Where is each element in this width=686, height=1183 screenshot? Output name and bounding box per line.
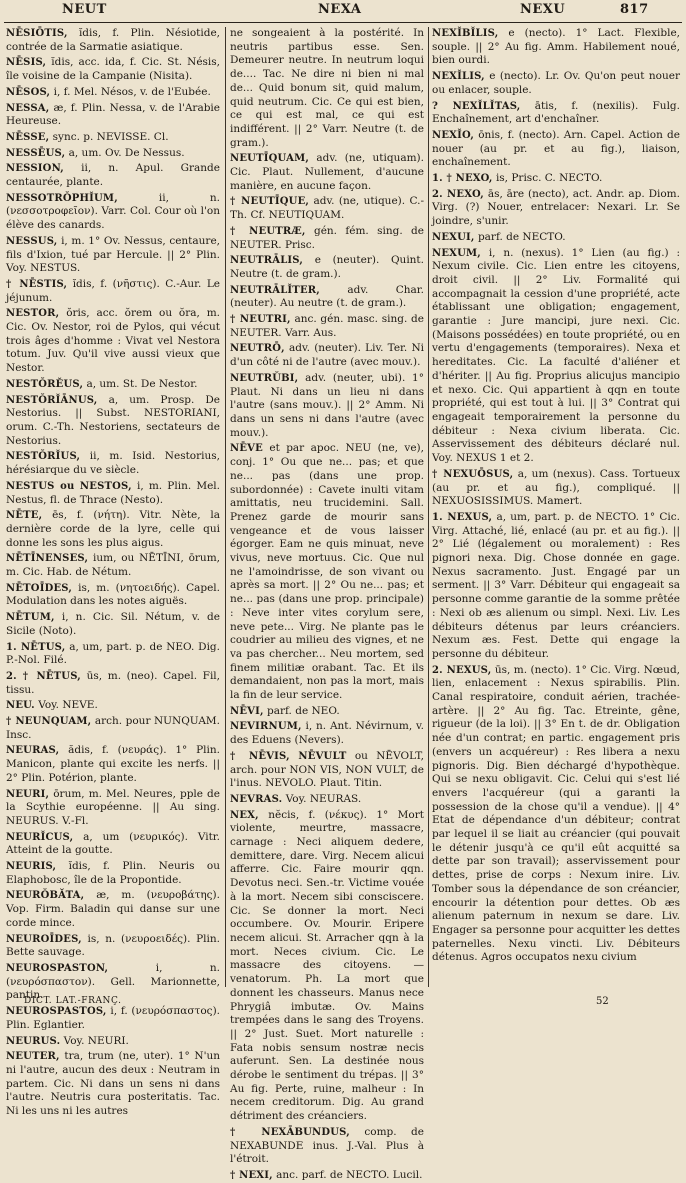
dictionary-entry bbox=[432, 468, 680, 509]
entry-definition: ĭdis, f. Plin. Nésiotide, contrée de la Sarmatie asiatique. bbox=[6, 27, 221, 53]
entry-definition: a, um (nexus). Cass. Tortueux (au pr. et au fig.), compliqué. || NEXUOSISSIMUS. Mamert. bbox=[432, 467, 680, 508]
entry-headword: NĒSIS, bbox=[6, 57, 47, 69]
entry-definition: nĕcis, f. (νέκυς). 1° Mort violente, meurtre, massacre, carnage : Neci aliquem dedere, demittere, dare. Virg. Necem alicui afferre. Cic. Faire mourir qqn. Devotus neci. Sen.-tr. Victime vouée à la mort. Necem sibi consciscere. Cic. Se donner la mort. Neci occumbere. Ov. Mourir. Eripere necem alicui. St. Arracher qqn à la mort. Neces civium. Cic. Le massacre des citoyens. — venatorum. Ph. La mort que donnent les chasseurs. Manus nece Phrygiâ imbutæ. Ov. Mains trempées dans le sang des Troyens. || 2° Just. Suet. Mort naturelle : Fata nobis sensum nostræ necis auferunt. Sen. La destinée nous dérobe le sentiment du trépas. || 3° Au fig. Perte, ruine, malheur : In necem creditorum. Dig. Au grand détriment des créanciers. bbox=[230, 808, 424, 1123]
column-3 bbox=[432, 27, 680, 993]
entry-headword: 2. NEXUS, bbox=[432, 664, 492, 676]
dictionary-entry bbox=[6, 509, 220, 550]
entry-definition: ii, m. Isid. Nestorius, hérésiarque du ve siècle. bbox=[6, 450, 220, 477]
entry-definition: e (neuter). Quint. Neutre (t. de gram.). bbox=[230, 254, 424, 280]
entry-definition: is, m. (νητοειδής). Capel. Modulation dans les notes aiguës. bbox=[6, 581, 221, 608]
entry-definition: ātis, f. (nexilis). Fulg. Enchaînement, art d'enchaîner. bbox=[432, 99, 680, 126]
dictionary-entry bbox=[230, 442, 424, 702]
entry-headword: NEXĬLIS, bbox=[432, 71, 485, 83]
entry-definition: adv. (ne, utique). C.-Th. Cf. NEUTIQUAM. bbox=[230, 195, 425, 222]
dictionary-entry bbox=[6, 933, 220, 960]
dictionary-entry bbox=[230, 225, 424, 252]
entry-definition: e (necto). 1° Lact. Flexible, souple. || 2° Au fig. Amm. Habilement noué, bien ourdi. bbox=[432, 27, 680, 67]
entry-headword: NEURAS, bbox=[6, 745, 60, 757]
entry-definition: sync. p. NEVISSE. Cl. bbox=[52, 130, 169, 143]
entry-headword: 1. † NEXO, bbox=[432, 173, 493, 185]
dictionary-entry bbox=[6, 235, 220, 276]
entry-headword: NESSĒUS, bbox=[6, 147, 66, 159]
dictionary-entry bbox=[6, 147, 220, 161]
entry-definition: adv. Char. (neuter). Au neutre (t. de gram.). bbox=[230, 283, 425, 310]
dictionary-entry bbox=[6, 552, 220, 579]
entry-definition: ii, n. (νεσσοτροφεῖον). Varr. Col. Cour où l'on élève des canards. bbox=[6, 191, 220, 232]
entry-definition: ădis, f. (νευράς). 1° Plin. Manicon, plante qui excite les nerfs. || 2° Plin. Potérion, plante. bbox=[6, 744, 220, 784]
entry-headword: † NEUTRI, bbox=[230, 314, 291, 326]
dictionary-entry bbox=[432, 231, 680, 245]
entry-headword: † NĒSTIS, bbox=[6, 278, 68, 290]
dictionary-entry bbox=[432, 188, 680, 229]
entry-headword: NĒSSE, bbox=[6, 131, 50, 143]
entry-definition: ōrum, m. Mel. Neures, pple de la Scythie européenne. || Au sing. NEURUS. V.-Fl. bbox=[6, 787, 220, 827]
entry-definition: a, um. St. De Nestor. bbox=[86, 377, 198, 390]
entry-headword: NEXUM, bbox=[432, 247, 481, 259]
dictionary-entry bbox=[6, 715, 220, 742]
dictionary-entry bbox=[230, 793, 424, 807]
entry-headword: NEXUI, bbox=[432, 231, 475, 243]
dictionary-entry bbox=[230, 372, 424, 441]
entry-definition: ŏris, acc. ŏrem ou ŏra, m. Cic. Ov. Nestor, roi de Pylos, qui vécut trois âges d'homme : Vivat vel Nestora totum. Juv. Qu'il vive aussi vieux que Nestor. bbox=[6, 307, 220, 375]
dictionary-entry bbox=[230, 750, 424, 791]
entry-headword: 2. † NĒTUS, bbox=[6, 670, 81, 682]
entry-definition: ou NĒVOLT, arch. pour NON VIS, NON VULT, de l'inus. NEVOLO. Plaut. Titin. bbox=[230, 749, 425, 790]
entry-headword: † NEUNQUAM, bbox=[6, 716, 92, 728]
dictionary-entry bbox=[230, 27, 424, 150]
dictionary-entry bbox=[6, 394, 220, 449]
entry-definition: ūs, m. (necto). 1° Cic. Virg. Nœud, lien, enlacement : Nexus spirabilis. Plin. Canal respiratoire, conduit aérien, trachée-artère. || 2° Au fig. Tac. Etreinte, gêne, rigueur (de la loi). || 3° En t. de dr. Obligation née d'un contrat; en partic. engagement pris (envers un acquéreur) : Res libera a nexu pignoris. Dig. Bien déchargé d'hypothèque. Qui se nexu obligavit. Cic. Celui qui s'est lié envers l'acquéreur (qui a garanti la possession de la chose qu'il a vendue). || 4° Etat de dépendance d'un débiteur; contrat par lequel il se liait au créancier (qui pouvait le détenir jusqu'à ce qu'il eût acquitté sa dette par son travail); asservissement pour dettes, prise de corps : Nexum inire. Liv. Tomber sous la dépendance de son créancier, encourir la détention pour dettes. Ob æs alienum paternum in nexum se dare. Liv. Engager sa personne pour acquitter les dettes paternelles. Nexu vincti. Liv. Débiteurs détenus. Agros occupatos nexu civium bbox=[432, 663, 680, 964]
entry-headword: NEURI, bbox=[6, 788, 50, 800]
entry-definition: ēs, f. (νήτη). Vitr. Nète, la dernière corde de la lyre, celle qui donne les sons les plus aigus. bbox=[6, 509, 220, 549]
column-divider-2 bbox=[428, 27, 429, 987]
entry-headword: NEUTRŌ, bbox=[230, 343, 285, 355]
dictionary-entry bbox=[230, 254, 424, 281]
header-right-guide-word: NEXU bbox=[520, 2, 566, 17]
entry-headword: NEVIRNUM, bbox=[230, 721, 302, 733]
entry-definition: ās, āre (necto), act. Andr. ap. Diom. Virg. (?) Nouer, entrelacer: Nexari. Lr. Se joindre, s'unir. bbox=[432, 187, 680, 228]
entry-definition: ĭdis, f. Plin. Neuris ou Elaphobosc, île de la Propontide. bbox=[6, 860, 220, 886]
entry-headword: NĒSOS, bbox=[6, 86, 51, 98]
entry-definition: anc. parf. de NECTO. Lucil. bbox=[276, 1168, 423, 1181]
dictionary-entry bbox=[230, 705, 424, 719]
entry-headword: NEURŎBĂTA, bbox=[6, 890, 85, 902]
entry-definition: et par apoc. NEU (ne, ve), conj. 1° Ou que ne... pas; et que ne... pas (dans une prop. subordonnée) : Cavete inulti vitam amittatis, neu trucidemini. Sall. Prenez garde de mourir sans vengeance et de vous laisser égorger. Eam ne quis minuat, neve vivus, neve mortuus. Cic. Que nul ne l'amoindrisse, de son vivant ou après sa mort. || 2° Ou ne... pas; et ne... pas (dans une prop. principale) : Neve inter vites corylum sere, neve pete... Virg. Ne plante pas le coudrier au milieu des vignes, et ne va pas chercher... Neu mortem, sed finem militiæ orabant. Tac. Et ils demandaient, non pas la mort, mais la fin de leur service. bbox=[230, 442, 424, 702]
entry-headword: 1. NEXUS, bbox=[432, 511, 493, 523]
entry-definition: is, n. (νευροειδές). Plin. Bette sauvage. bbox=[6, 932, 220, 959]
entry-definition: i, n. (nexus). 1° Lien (au fig.) : Nexum civile. Cic. Lien entre les citoyens, droit civil. || 2° Liv. Formalité qui accompagnait la cession d'une propriété, acte établissant une obligation; engagement, garantie : Jure mancipi, jure nexi. Cic. (Maisons possédées) en toute propriété, ou en vertu d'engagements (temporaires). Nexa et hereditates. Cic. La faculté d'aliéner et d'hériter. || Au fig. Proprius alicujus mancipio et nexo. Cic. Qui appartient à qqn en toute propriété, qui est tout à lui. || 3° Contrat qui engageait temporairement la personne du débiteur : Nexa civium liberata. Cic. Asservissement des débiteurs déclaré nul. Voy. NEXUS 1 et 2. bbox=[432, 246, 680, 465]
dictionary-entry bbox=[230, 720, 424, 747]
entry-definition: ĭdis, f. (νῆστις). C.-Aur. Le jéjunum. bbox=[6, 277, 221, 304]
entry-headword: † NEUTRÆ, bbox=[230, 225, 306, 237]
dictionary-entry bbox=[6, 56, 220, 83]
entry-definition: i, n. Ant. Névirnum, v. des Eduens (Nevers). bbox=[230, 720, 424, 747]
entry-definition: a, um. Prosp. De Nestorius. || Subst. NESTORIANI, orum. C.-Th. Nestoriens, sectateurs de Nestorius. bbox=[6, 393, 220, 447]
entry-definition: æ, m. (νευροβάτης). Vop. Firm. Baladin qui danse sur une corde mince. bbox=[6, 889, 220, 929]
entry-headword: NĒSIŌTIS, bbox=[6, 28, 68, 39]
entry-headword: NESTOR, bbox=[6, 308, 60, 320]
dictionary-entry bbox=[6, 86, 220, 100]
dictionary-entry bbox=[432, 247, 680, 466]
entry-definition: parf. de NEO. bbox=[267, 704, 340, 717]
entry-definition: anc. gén. masc. sing. de NEUTER. Varr. Aus. bbox=[230, 313, 424, 339]
entry-definition: e (necto). Lr. Ov. Qu'on peut nouer ou enlacer, souple. bbox=[432, 70, 680, 96]
entry-headword: NEVRAS. bbox=[230, 793, 283, 805]
entry-headword: NEUTRĀLIS, bbox=[230, 255, 304, 267]
entry-definition: i, f. Mel. Nésos, v. de l'Eubée. bbox=[53, 85, 211, 98]
entry-definition: i, n. Cic. Sil. Nétum, v. de Sicile (Noto). bbox=[6, 611, 220, 637]
entry-headword: NĒTE, bbox=[6, 510, 43, 522]
dictionary-entry bbox=[432, 129, 680, 170]
entry-definition: ĭdis, acc. ida, f. Cic. St. Nésis, île voisine de la Campanie (Nisita). bbox=[6, 56, 220, 83]
entry-headword: NESTŎRĬĀNUS, bbox=[6, 394, 98, 406]
entry-headword: NEXĬBĬLIS, bbox=[432, 28, 499, 39]
entry-headword: † NĒVIS, NĒVULT bbox=[230, 750, 347, 762]
entry-headword: NEUTRŬBI, bbox=[230, 372, 299, 384]
dictionary-entry bbox=[6, 611, 220, 638]
entry-definition: adv. (ne, utiquam). Cic. Plaut. Nullement, d'aucune manière, en aucune façon. bbox=[230, 152, 424, 192]
entry-definition: i, n. (νευρόσπαστον). Gell. Marionnette, pantin. bbox=[6, 962, 220, 1002]
dictionary-entry bbox=[6, 450, 220, 477]
dictionary-entry bbox=[432, 100, 680, 127]
entry-headword: NEX, bbox=[230, 809, 259, 821]
column-2 bbox=[230, 27, 425, 1181]
entry-headword: ? NEXĬLĬTAS, bbox=[432, 100, 521, 112]
entry-headword: NESSA, bbox=[6, 102, 50, 114]
dictionary-entry bbox=[230, 284, 424, 311]
dictionary-entry bbox=[6, 278, 220, 305]
header-left-guide-word: NEUT bbox=[62, 2, 107, 17]
entry-definition: gén. fém. sing. de NEUTER. Prisc. bbox=[230, 224, 424, 251]
entry-definition: a, um, part. p. de NECTO. 1° Cic. Virg. Attaché, lié, enlacé (au pr. et au fig.). || 2° Lié (légalement ou moralement) : Res pignori nexa. Dig. Chose donnée en gage. Nexus sacramento. Just. Engagé par un serment. || 3° Varr. Débiteur qui engageait sa personne comme garantie de la somme prêtée : Nexi ob æs alienum ou simpl. Nexi. Liv. Les débiteurs détenus par leurs créanciers. Nexum æs. Fest. Dette qui engage la personne du débiteur. bbox=[432, 510, 680, 660]
dictionary-entry bbox=[6, 102, 220, 129]
dictionary-entry bbox=[432, 664, 680, 965]
entry-headword: NEUROSPASTOS, bbox=[6, 1006, 107, 1018]
header-rule bbox=[4, 22, 682, 23]
entry-definition: arch. pour NUNQUAM. Insc. bbox=[6, 715, 221, 741]
entry-definition: æ, f. Plin. Nessa, v. de l'Arabie Heureuse. bbox=[6, 101, 220, 128]
entry-headword: † NEXI, bbox=[230, 1169, 273, 1181]
column-divider-1 bbox=[225, 27, 226, 987]
entry-headword: NESSOTRŎPHĬUM, bbox=[6, 192, 118, 204]
dictionary-entry bbox=[230, 313, 424, 340]
footer-sheet-number: 52 bbox=[596, 996, 609, 1007]
dictionary-entry bbox=[6, 378, 220, 392]
dictionary-entry bbox=[6, 860, 220, 887]
dictionary-entry bbox=[6, 699, 220, 713]
entry-headword: NEUROĪDES, bbox=[6, 933, 82, 945]
entry-headword: NESSION, bbox=[6, 163, 64, 175]
entry-headword: 1. NĒTUS, bbox=[6, 641, 66, 653]
entry-headword: NESTŎRĔUS, bbox=[6, 378, 84, 390]
dictionary-entry bbox=[230, 1169, 424, 1183]
entry-definition: i, f. (νευρόσπαστος). Plin. Eglantier. bbox=[6, 1005, 220, 1031]
entry-definition: ōnis, f. (necto). Arn. Capel. Action de nouer (au pr. et au fig.), liaison, enchaînement. bbox=[432, 128, 680, 169]
dictionary-entry bbox=[6, 641, 220, 668]
entry-headword: NEUTĪQUAM, bbox=[230, 153, 310, 165]
entry-headword: 2. NEXO, bbox=[432, 188, 484, 200]
entry-headword: † NEUTĪQUE, bbox=[230, 196, 310, 208]
entry-definition: Voy. NEURAS. bbox=[285, 792, 362, 805]
entry-headword: NĒTUM, bbox=[6, 612, 55, 624]
dictionary-entry bbox=[432, 172, 680, 186]
dictionary-entry bbox=[230, 1126, 424, 1167]
entry-headword: NĒTOĪDES, bbox=[6, 582, 73, 594]
entry-headword: NESTUS ou NESTOS, bbox=[6, 480, 132, 492]
entry-headword: NĒVI, bbox=[230, 705, 264, 717]
entry-headword: NEUTER, bbox=[6, 1051, 60, 1063]
entry-headword: NEXĬO, bbox=[432, 129, 475, 141]
entry-headword: NEURUS. bbox=[6, 1035, 61, 1047]
dictionary-entry bbox=[6, 131, 220, 145]
entry-definition: Voy. NEVE. bbox=[38, 699, 98, 712]
entry-definition: a, um (νευρικός). Vitr. Atteint de la goutte. bbox=[6, 830, 220, 857]
page-number: 817 bbox=[620, 2, 649, 17]
dictionary-entry bbox=[6, 582, 220, 609]
entry-headword: NĒTĪNENSES, bbox=[6, 553, 89, 565]
header-center-guide-word: NEXA bbox=[318, 2, 362, 17]
dictionary-entry bbox=[6, 788, 220, 829]
entry-definition: comp. de NEXABUNDE inus. J.-Val. Plus à l'étroit. bbox=[230, 1125, 424, 1166]
dictionary-entry bbox=[230, 195, 424, 222]
dictionary-entry bbox=[6, 1035, 220, 1049]
entry-definition: ūs, m. (neo). Capel. Fil, tissu. bbox=[6, 669, 221, 696]
entry-definition: Voy. NEURI. bbox=[63, 1034, 129, 1047]
entry-headword: NEU. bbox=[6, 700, 35, 712]
entry-definition: parf. de NECTO. bbox=[477, 230, 566, 243]
dictionary-entry bbox=[6, 192, 220, 233]
entry-definition: a, um. Ov. De Nessus. bbox=[68, 146, 185, 159]
entry-definition: i, m. 1° Ov. Nessus, centaure, fils d'Ixion, tué par Hercule. || 2° Plin. Voy. NESTUS. bbox=[6, 234, 220, 275]
dictionary-entry bbox=[6, 1005, 220, 1032]
dictionary-entry bbox=[432, 70, 680, 97]
dictionary-entry bbox=[6, 307, 220, 376]
dictionary-entry bbox=[6, 27, 220, 54]
entry-definition: ium, ou NĒTĪNI, ōrum, m. Cic. Hab. de Nétum. bbox=[6, 552, 220, 579]
entry-headword: NESTŎRĬUS, bbox=[6, 451, 81, 463]
entry-headword: NEURĬCUS, bbox=[6, 831, 74, 843]
entry-definition: ii, n. Apul. Grande centaurée, plante. bbox=[6, 162, 220, 189]
dictionary-entry bbox=[6, 162, 220, 189]
dictionary-entry bbox=[230, 342, 424, 369]
dictionary-entry bbox=[6, 670, 220, 697]
dictionary-entry bbox=[230, 152, 424, 193]
page-header bbox=[0, 0, 686, 30]
dictionary-entry bbox=[6, 744, 220, 785]
dictionary-entry bbox=[432, 27, 680, 68]
dictionary-entry bbox=[6, 831, 220, 858]
entry-definition: ne songeaient à la postérité. In neutris partibus esse. Sen. Demeurer neutre. In neutrum loqui de.... Tac. Ne dire ni bien ni mal de... Quid bonum sit, quid malum, quid neutrum. Cic. Ce qui est bien, ce qui est mal, ce qui est indifférent. || 2° Varr. Neutre (t. de gram.). bbox=[230, 27, 424, 149]
dictionary-entry bbox=[230, 809, 424, 1124]
dictionary-entry bbox=[6, 480, 220, 507]
entry-definition: is, Prisc. C. NECTO. bbox=[495, 172, 603, 185]
entry-headword: NEUTRĀLĬTER, bbox=[230, 284, 320, 296]
entry-headword: NESSUS, bbox=[6, 235, 58, 247]
entry-definition: a, um, part. p. de NEO. Dig. P.-Nol. Filé. bbox=[6, 640, 220, 667]
dictionary-entry bbox=[6, 1050, 220, 1119]
entry-headword: † NEXUŌSUS, bbox=[432, 468, 514, 480]
dictionary-entry bbox=[6, 889, 220, 930]
entry-headword: NEUROSPASTON, bbox=[6, 963, 109, 974]
entry-definition: adv. (neuter). Liv. Ter. Ni d'un côté ni de l'autre (avec mouv.). bbox=[230, 342, 424, 369]
entry-definition: adv. (neuter, ubi). 1° Plaut. Ni dans un lieu ni dans l'autre (sans mouv.). || 2° Amm. Ni dans un sens ni dans l'autre (avec mouv.). bbox=[230, 371, 424, 439]
footer-signature: DICT. LAT.-FRANÇ. bbox=[24, 996, 122, 1006]
entry-definition: i, m. Plin. Mel. Nestus, fl. de Thrace (Nesto). bbox=[6, 479, 221, 506]
entry-headword: † NEXĀBUNDUS, bbox=[230, 1126, 350, 1138]
entry-definition: tra, trum (ne, uter). 1° N'un ni l'autre, aucun des deux : Neutram in partem. Cic. Ni dans un sens ni dans l'autre. Neutris cura posteritatis. Tac. Ni les uns ni les autres bbox=[6, 1050, 221, 1118]
entry-headword: NEURIS, bbox=[6, 861, 57, 873]
entry-headword: NĒVE bbox=[230, 443, 263, 455]
dictionary-entry bbox=[432, 511, 680, 662]
